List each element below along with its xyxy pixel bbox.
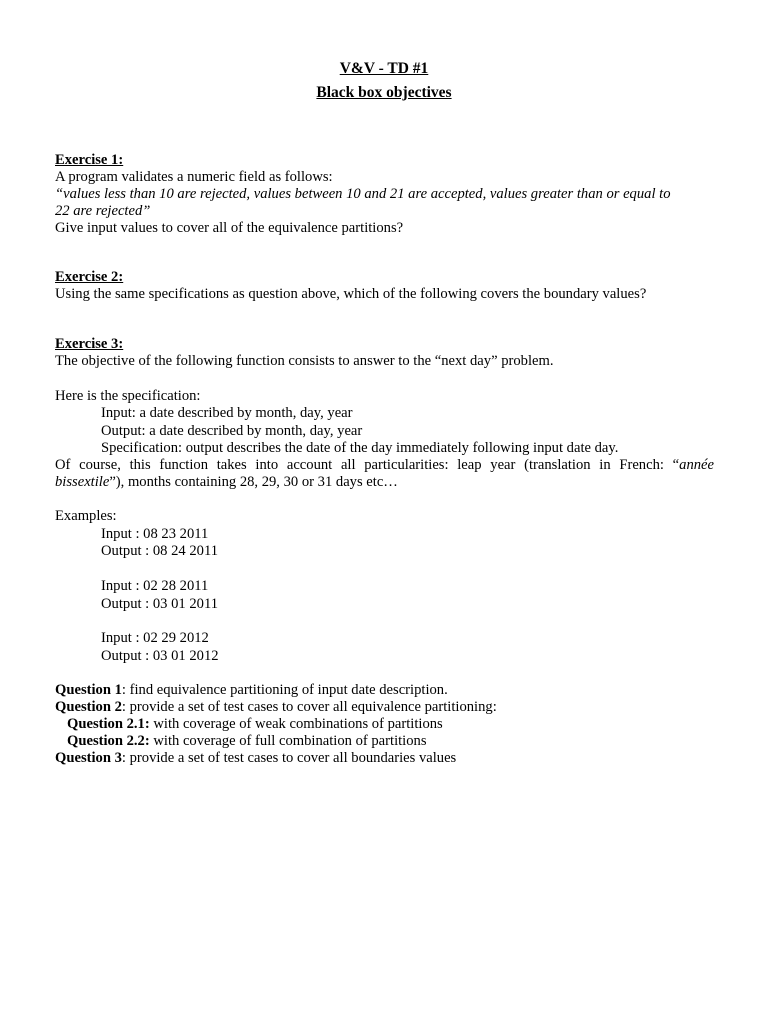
exercise-2-text: Using the same specifications as question above, which of the following covers the boundary values? xyxy=(55,286,647,302)
example-3-output: Output : 03 01 2012 xyxy=(101,648,219,664)
question-1-label: Question 1 xyxy=(55,682,122,698)
particularities-text-1: Of course, this function takes into account all particularities: leap year (translation in French: “ xyxy=(55,457,680,473)
particularities-italic-2: bissextile xyxy=(55,474,110,490)
spec-intro: Here is the specification: xyxy=(55,388,201,404)
examples-label: Examples: xyxy=(55,508,117,524)
title-line-2: Black box objectives xyxy=(316,84,452,101)
exercise-3-heading: Exercise 3: xyxy=(55,336,124,352)
question-1 xyxy=(55,682,448,699)
question-2-label: Question 2 xyxy=(55,699,122,715)
question-2-text: : provide a set of test cases to cover all equivalence partitioning: xyxy=(121,699,497,715)
question-2 xyxy=(55,699,497,716)
example-1-output: Output : 08 24 2011 xyxy=(101,543,219,559)
question-3-label: Question 3 xyxy=(55,750,122,766)
particularities-italic-1: année xyxy=(679,457,714,473)
spec-input: Input: a date described by month, day, year xyxy=(101,405,353,421)
example-2-output: Output : 03 01 2011 xyxy=(101,596,219,612)
particularities-text-2: ”), months containing 28, 29, 30 or 31 days etc… xyxy=(109,474,398,490)
exercise-2-heading: Exercise 2: xyxy=(55,269,124,285)
example-3-input: Input : 02 29 2012 xyxy=(101,630,209,646)
exercise-1-heading: Exercise 1: xyxy=(55,152,124,168)
particularities-line-2 xyxy=(55,474,398,491)
exercise-1-text: A program validates a numeric field as follows: xyxy=(55,169,333,185)
spec-specification: Specification: output describes the date of the day immediately following input date day. xyxy=(101,440,619,456)
question-2-2-label: Question 2.2: xyxy=(67,733,150,749)
title-line-1: V&V - TD #1 xyxy=(339,60,429,77)
exercise-1-quote-line-2: 22 are rejected” xyxy=(55,203,151,219)
question-1-text: : find equivalence partitioning of input date description. xyxy=(121,682,448,698)
example-2-input: Input : 02 28 2011 xyxy=(101,578,209,594)
particularities-line-1 xyxy=(55,457,714,474)
exercise-1-question: Give input values to cover all of the equivalence partitions? xyxy=(55,220,404,236)
question-3-text: : provide a set of test cases to cover all boundaries values xyxy=(121,750,457,766)
question-3 xyxy=(55,750,456,767)
question-2-1-label: Question 2.1: xyxy=(67,716,150,732)
question-2-1 xyxy=(67,716,443,733)
question-2-2-text: with coverage of full combination of partitions xyxy=(149,733,427,749)
example-1-input: Input : 08 23 2011 xyxy=(101,526,209,542)
spec-output: Output: a date described by month, day, year xyxy=(101,423,363,439)
question-2-1-text: with coverage of weak combinations of partitions xyxy=(149,716,443,732)
exercise-1-quote-line-1: “values less than 10 are rejected, values between 10 and 21 are accepted, values greater than or equal to xyxy=(55,186,671,202)
question-2-2 xyxy=(67,733,427,750)
exercise-3-intro: The objective of the following function consists to answer to the “next day” problem. xyxy=(55,353,554,369)
